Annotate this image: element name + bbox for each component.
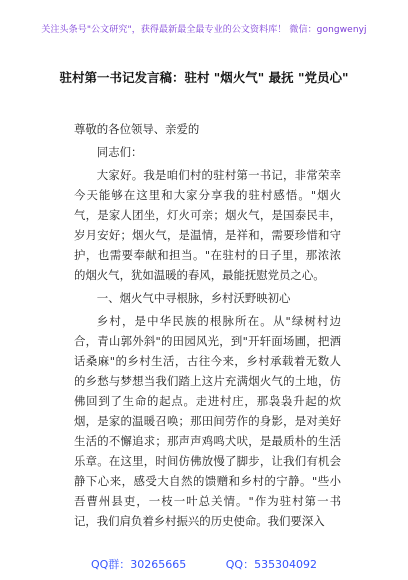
body-paragraph: 大家好。我是咱们村的驻村第一书记，非常荣幸今天能够在这里和大家分享我的驻村感悟。"烟火气，是家人团坐，灯火可亲；烟火气，是国泰民丰，岁月安好；烟火气，是温情，是祥和，需要珍惜和守护，也需要奉献和担当。"在驻村的日子里，那浓浓的烟火气，犹如温暖的春风，最能抚慰党员之心。 (74, 168, 341, 282)
greeting-line-2: 同志们： (96, 145, 143, 159)
header-banner: 关注头条号"公文研究"，获得最新最全最专业的公文资料库！ 微信：gongwenyj (41, 25, 367, 35)
footer (0, 556, 408, 572)
qq-contact-link[interactable]: QQ：535304092 (225, 558, 318, 571)
greeting-line: 尊敬的各位领导、亲爱的 (74, 122, 200, 136)
qq-group-link[interactable]: QQ群：30265665 (90, 558, 187, 571)
document-body (0, 119, 408, 534)
page-title: 驻村第一书记发言稿：驻村 "烟火气" 最抚 "党员心" (59, 70, 349, 85)
body-paragraph: 乡村，是中华民族的根脉所在。从"绿树村边合，青山郭外斜"的田园风光，到"开轩面场圃，把酒话桑麻"的乡村生活，古往今来，乡村承载着无数人的乡愁与梦想当我们踏上这片充满烟火气的土地，仿佛回到了生命的起点。走进村庄，那袅袅升起的炊烟，是家的温暖召唤；那田间劳作的身影，是对美好生活的不懈追求；那声声鸡鸣犬吠，是最质朴的生活乐章。在这里，时间仿佛放慢了脚步，让我们有机会静下心来，感受大自然的馈赠和乡村的宁静。"些小吾曹州县吏，一枝一叶总关情。"作为驻村第一书记，我们肩负着乡村振兴的历史使命。我们要深入 (74, 314, 341, 528)
section-heading: 一、烟火气中寻根脉，乡村沃野映初心 (96, 291, 291, 305)
